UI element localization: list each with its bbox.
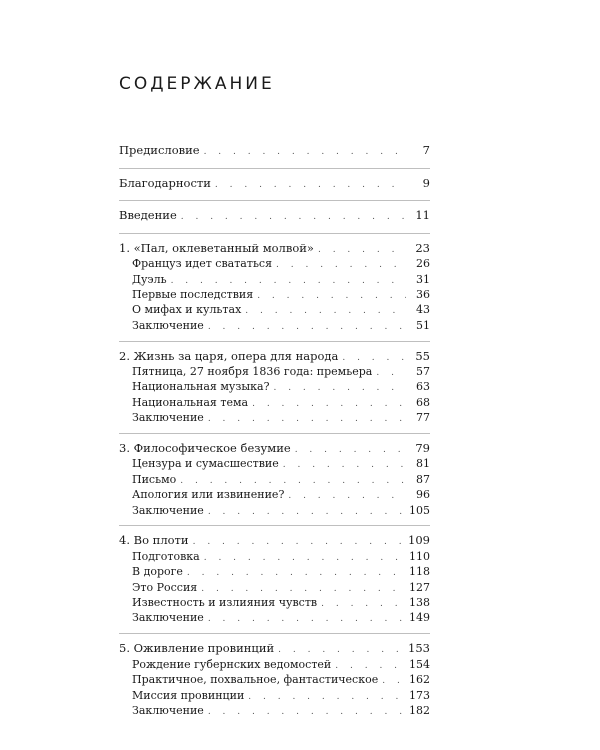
page-number: 118: [409, 565, 430, 579]
toc-entry[interactable]: [119, 176, 430, 191]
subsection-entry[interactable]: [119, 287, 430, 302]
entry-title: 5. Оживление провинций: [119, 641, 275, 656]
subsection-entry[interactable]: [119, 549, 430, 564]
page-number: 55: [415, 348, 430, 363]
dot-leader: [295, 446, 406, 455]
dot-leader: [382, 677, 405, 686]
page-number: 96: [416, 488, 430, 502]
dot-leader: [276, 261, 406, 270]
dot-leader: [288, 492, 406, 501]
page-number: 11: [415, 208, 430, 223]
front-matter-section: [119, 208, 430, 223]
chapter-entry[interactable]: [119, 241, 430, 256]
dot-leader: [248, 693, 405, 702]
subsection-entry[interactable]: [119, 503, 430, 518]
subsection-entry[interactable]: [119, 456, 430, 471]
dot-leader: [204, 148, 406, 157]
dot-leader: [193, 538, 404, 547]
dot-leader: [376, 369, 406, 378]
dot-leader: [180, 477, 406, 486]
entry-title: Известность и излияния чувств: [132, 596, 318, 610]
page-number: 63: [416, 380, 430, 394]
dot-leader: [273, 384, 406, 393]
entry-title: О мифах и культах: [132, 303, 242, 317]
dot-leader: [208, 415, 406, 424]
entry-title: Пятница, 27 ноября 1836 года: премьера: [132, 364, 373, 378]
chapter-section: [119, 241, 430, 333]
page-number: 105: [409, 503, 430, 517]
subsection-entry[interactable]: [119, 256, 430, 271]
page-number: 43: [416, 303, 430, 317]
dot-leader: [215, 181, 406, 190]
subsection-entry[interactable]: [119, 395, 430, 410]
front-matter-section: [119, 176, 430, 191]
entry-title: Это Россия: [132, 580, 198, 594]
subsection-entry[interactable]: [119, 272, 430, 287]
dot-leader: [208, 615, 405, 624]
entry-title: 3. Философическое безумие: [119, 441, 291, 456]
entry-title: 4. Во плоти: [119, 533, 189, 548]
entry-title: Подготовка: [132, 549, 200, 563]
dot-leader: [201, 585, 405, 594]
subsection-entry[interactable]: [119, 472, 430, 487]
dot-leader: [278, 646, 404, 655]
divider: [119, 633, 430, 634]
page-number: 138: [409, 596, 430, 610]
page-number: 77: [416, 411, 430, 425]
page-number: 153: [408, 641, 430, 656]
page-number: 162: [409, 673, 430, 687]
entry-title: Миссия провинции: [132, 688, 245, 702]
entry-title: Заключение: [132, 703, 204, 717]
page-number: 173: [409, 688, 430, 702]
entry-title: Практичное, похвальное, фантастическое: [132, 673, 379, 687]
subsection-entry[interactable]: [119, 672, 430, 687]
entry-title: Француз идет свататься: [132, 257, 273, 271]
divider: [119, 433, 430, 434]
page-number: 149: [409, 611, 430, 625]
subsection-entry[interactable]: [119, 580, 430, 595]
dot-leader: [187, 569, 405, 578]
chapter-entry[interactable]: [119, 533, 430, 548]
entry-title: Благодарности: [119, 175, 211, 190]
entry-title: Национальная тема: [132, 395, 249, 409]
divider: [119, 200, 430, 201]
page-number: 31: [416, 272, 430, 286]
toc-entry[interactable]: [119, 208, 430, 223]
dot-leader: [342, 354, 406, 363]
page-number: 79: [415, 441, 430, 456]
dot-leader: [204, 554, 405, 563]
chapter-section: [119, 533, 430, 625]
entry-title: Апология или извинение?: [132, 488, 285, 502]
entry-title: Заключение: [132, 318, 204, 332]
dot-leader: [321, 600, 405, 609]
chapter-section: [119, 349, 430, 426]
dot-leader: [181, 213, 406, 222]
subsection-entry[interactable]: [119, 318, 430, 333]
dot-leader: [283, 461, 406, 470]
page-number: 23: [415, 240, 430, 255]
page-number: 57: [416, 364, 430, 378]
dot-leader: [208, 508, 405, 517]
chapter-entry[interactable]: [119, 349, 430, 364]
page-number: 26: [416, 257, 430, 271]
entry-title: Рождение губернских ведомостей: [132, 657, 332, 671]
chapter-section: [119, 441, 430, 518]
page-number: 51: [416, 318, 430, 332]
entry-title: 1. «Пал, оклеветанный молвой»: [119, 240, 314, 255]
entry-title: Цензура и сумасшествие: [132, 457, 279, 471]
divider: [119, 525, 430, 526]
entry-title: Заключение: [132, 411, 204, 425]
page-number: 81: [416, 457, 430, 471]
subsection-entry[interactable]: [119, 364, 430, 379]
page-number: 36: [416, 287, 430, 301]
entry-title: Дуэль: [132, 272, 167, 286]
front-matter-section: [119, 143, 430, 158]
page-number: 87: [416, 472, 430, 486]
dot-leader: [257, 292, 406, 301]
entry-title: Заключение: [132, 503, 204, 517]
page-number: 110: [409, 549, 430, 563]
entry-title: 2. Жизнь за царя, опера для народа: [119, 348, 339, 363]
dot-leader: [171, 277, 406, 286]
page-number: 7: [422, 143, 430, 157]
toc-entry[interactable]: [119, 143, 430, 158]
page-number: 9: [422, 175, 430, 190]
chapter-entry[interactable]: [119, 641, 430, 656]
entry-title: Заключение: [132, 611, 204, 625]
dot-leader: [208, 708, 405, 717]
page-number: 127: [409, 580, 430, 594]
dot-leader: [245, 307, 406, 316]
entry-title: В дороге: [132, 565, 183, 579]
divider: [119, 341, 430, 342]
table-of-contents: [119, 143, 430, 726]
entry-title: Введение: [119, 208, 177, 223]
entry-title: Письмо: [132, 472, 177, 486]
dot-leader: [252, 400, 406, 409]
chapter-entry[interactable]: [119, 441, 430, 456]
page-title: СОДЕРЖАНИЕ: [119, 74, 275, 94]
page-number: 182: [409, 703, 430, 717]
subsection-entry[interactable]: [119, 688, 430, 703]
subsection-entry[interactable]: [119, 410, 430, 425]
dot-leader: [318, 246, 406, 255]
divider: [119, 168, 430, 169]
subsection-entry[interactable]: [119, 302, 430, 317]
dot-leader: [208, 323, 406, 332]
entry-title: Национальная музыка?: [132, 380, 270, 394]
divider: [119, 233, 430, 234]
subsection-entry[interactable]: [119, 595, 430, 610]
subsection-entry[interactable]: [119, 487, 430, 502]
dot-leader: [335, 662, 405, 671]
chapter-section: [119, 641, 430, 718]
entry-title: Первые последствия: [132, 287, 254, 301]
page-number: 109: [408, 533, 430, 548]
subsection-entry[interactable]: [119, 379, 430, 394]
page-number: 154: [409, 657, 430, 671]
subsection-entry[interactable]: [119, 657, 430, 672]
subsection-entry[interactable]: [119, 610, 430, 625]
subsection-entry[interactable]: [119, 564, 430, 579]
entry-title: Предисловие: [119, 143, 200, 157]
subsection-entry[interactable]: [119, 703, 430, 718]
page-number: 68: [416, 395, 430, 409]
